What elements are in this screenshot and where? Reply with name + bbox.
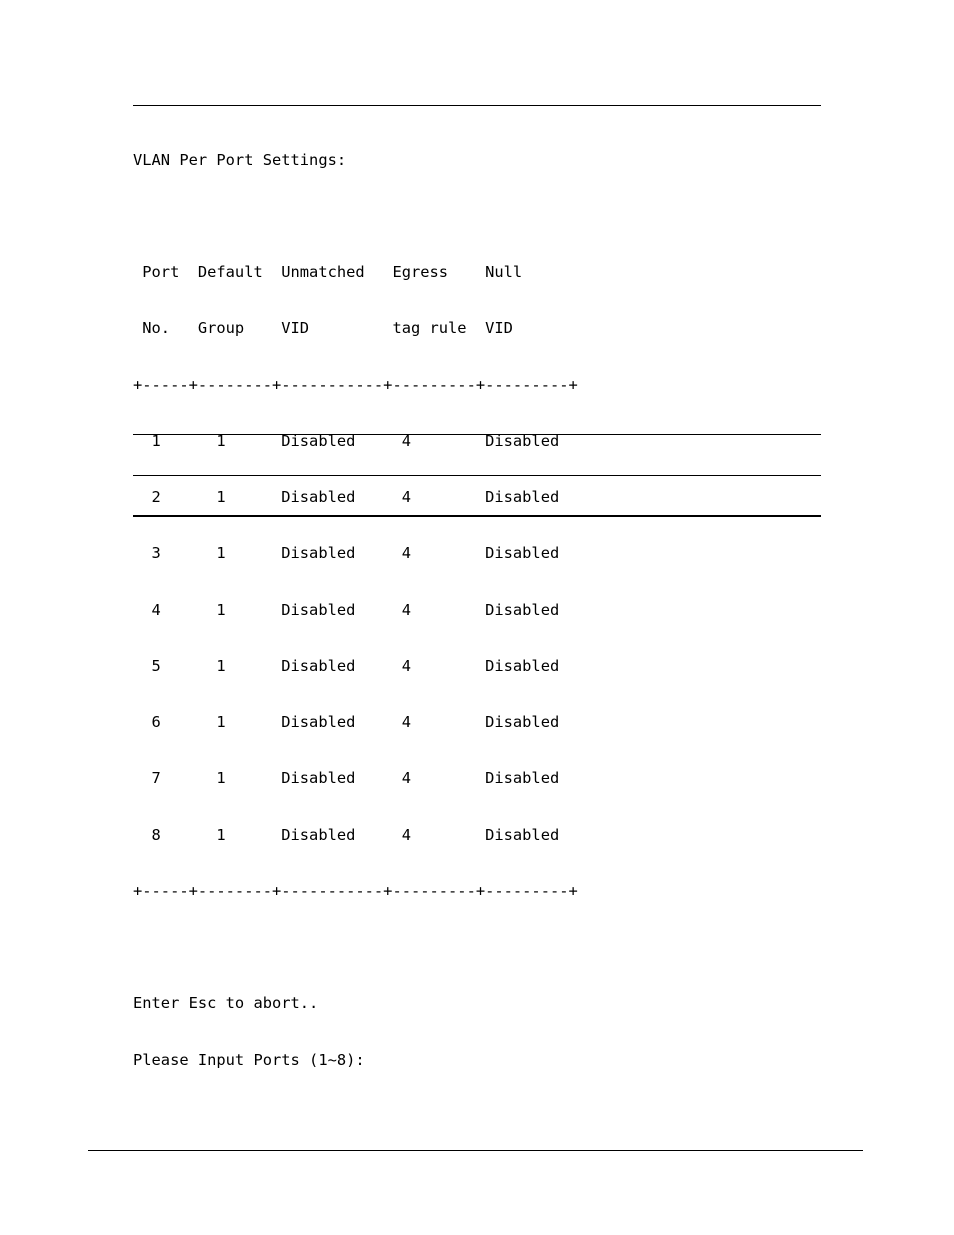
divider-rule-bold <box>133 515 821 517</box>
table-header-row-1: Port Default Unmatched Egress Null <box>133 263 523 281</box>
table-separator-top: +-----+--------+-----------+---------+---------+ <box>133 375 578 394</box>
screen-title: VLAN Per Port Settings: <box>133 150 347 169</box>
table-row: 7 1 Disabled 4 Disabled <box>133 769 560 788</box>
table-header-row-2: No. Group VID tag rule VID <box>133 319 513 338</box>
table-row: 5 1 Disabled 4 Disabled <box>133 656 560 675</box>
table-row: 2 1 Disabled 4 Disabled <box>133 488 560 506</box>
table-row: 8 1 Disabled 4 Disabled <box>133 825 560 844</box>
blank-line <box>133 938 578 957</box>
top-rule <box>133 105 821 106</box>
footer-rule <box>88 1150 863 1151</box>
table-separator-bottom: +-----+--------+-----------+---------+---------+ <box>133 881 578 900</box>
divider-rule <box>133 475 821 476</box>
port-input-prompt[interactable]: Please Input Ports (1~8): <box>133 1050 365 1069</box>
abort-hint: Enter Esc to abort.. <box>133 994 319 1013</box>
blank-line <box>133 207 578 226</box>
console-output <box>133 113 578 1088</box>
divider-rule <box>133 434 821 435</box>
table-row: 4 1 Disabled 4 Disabled <box>133 600 560 619</box>
table-row: 1 1 Disabled 4 Disabled <box>133 431 560 450</box>
table-row: 3 1 Disabled 4 Disabled <box>133 544 560 563</box>
table-row: 6 1 Disabled 4 Disabled <box>133 713 560 731</box>
